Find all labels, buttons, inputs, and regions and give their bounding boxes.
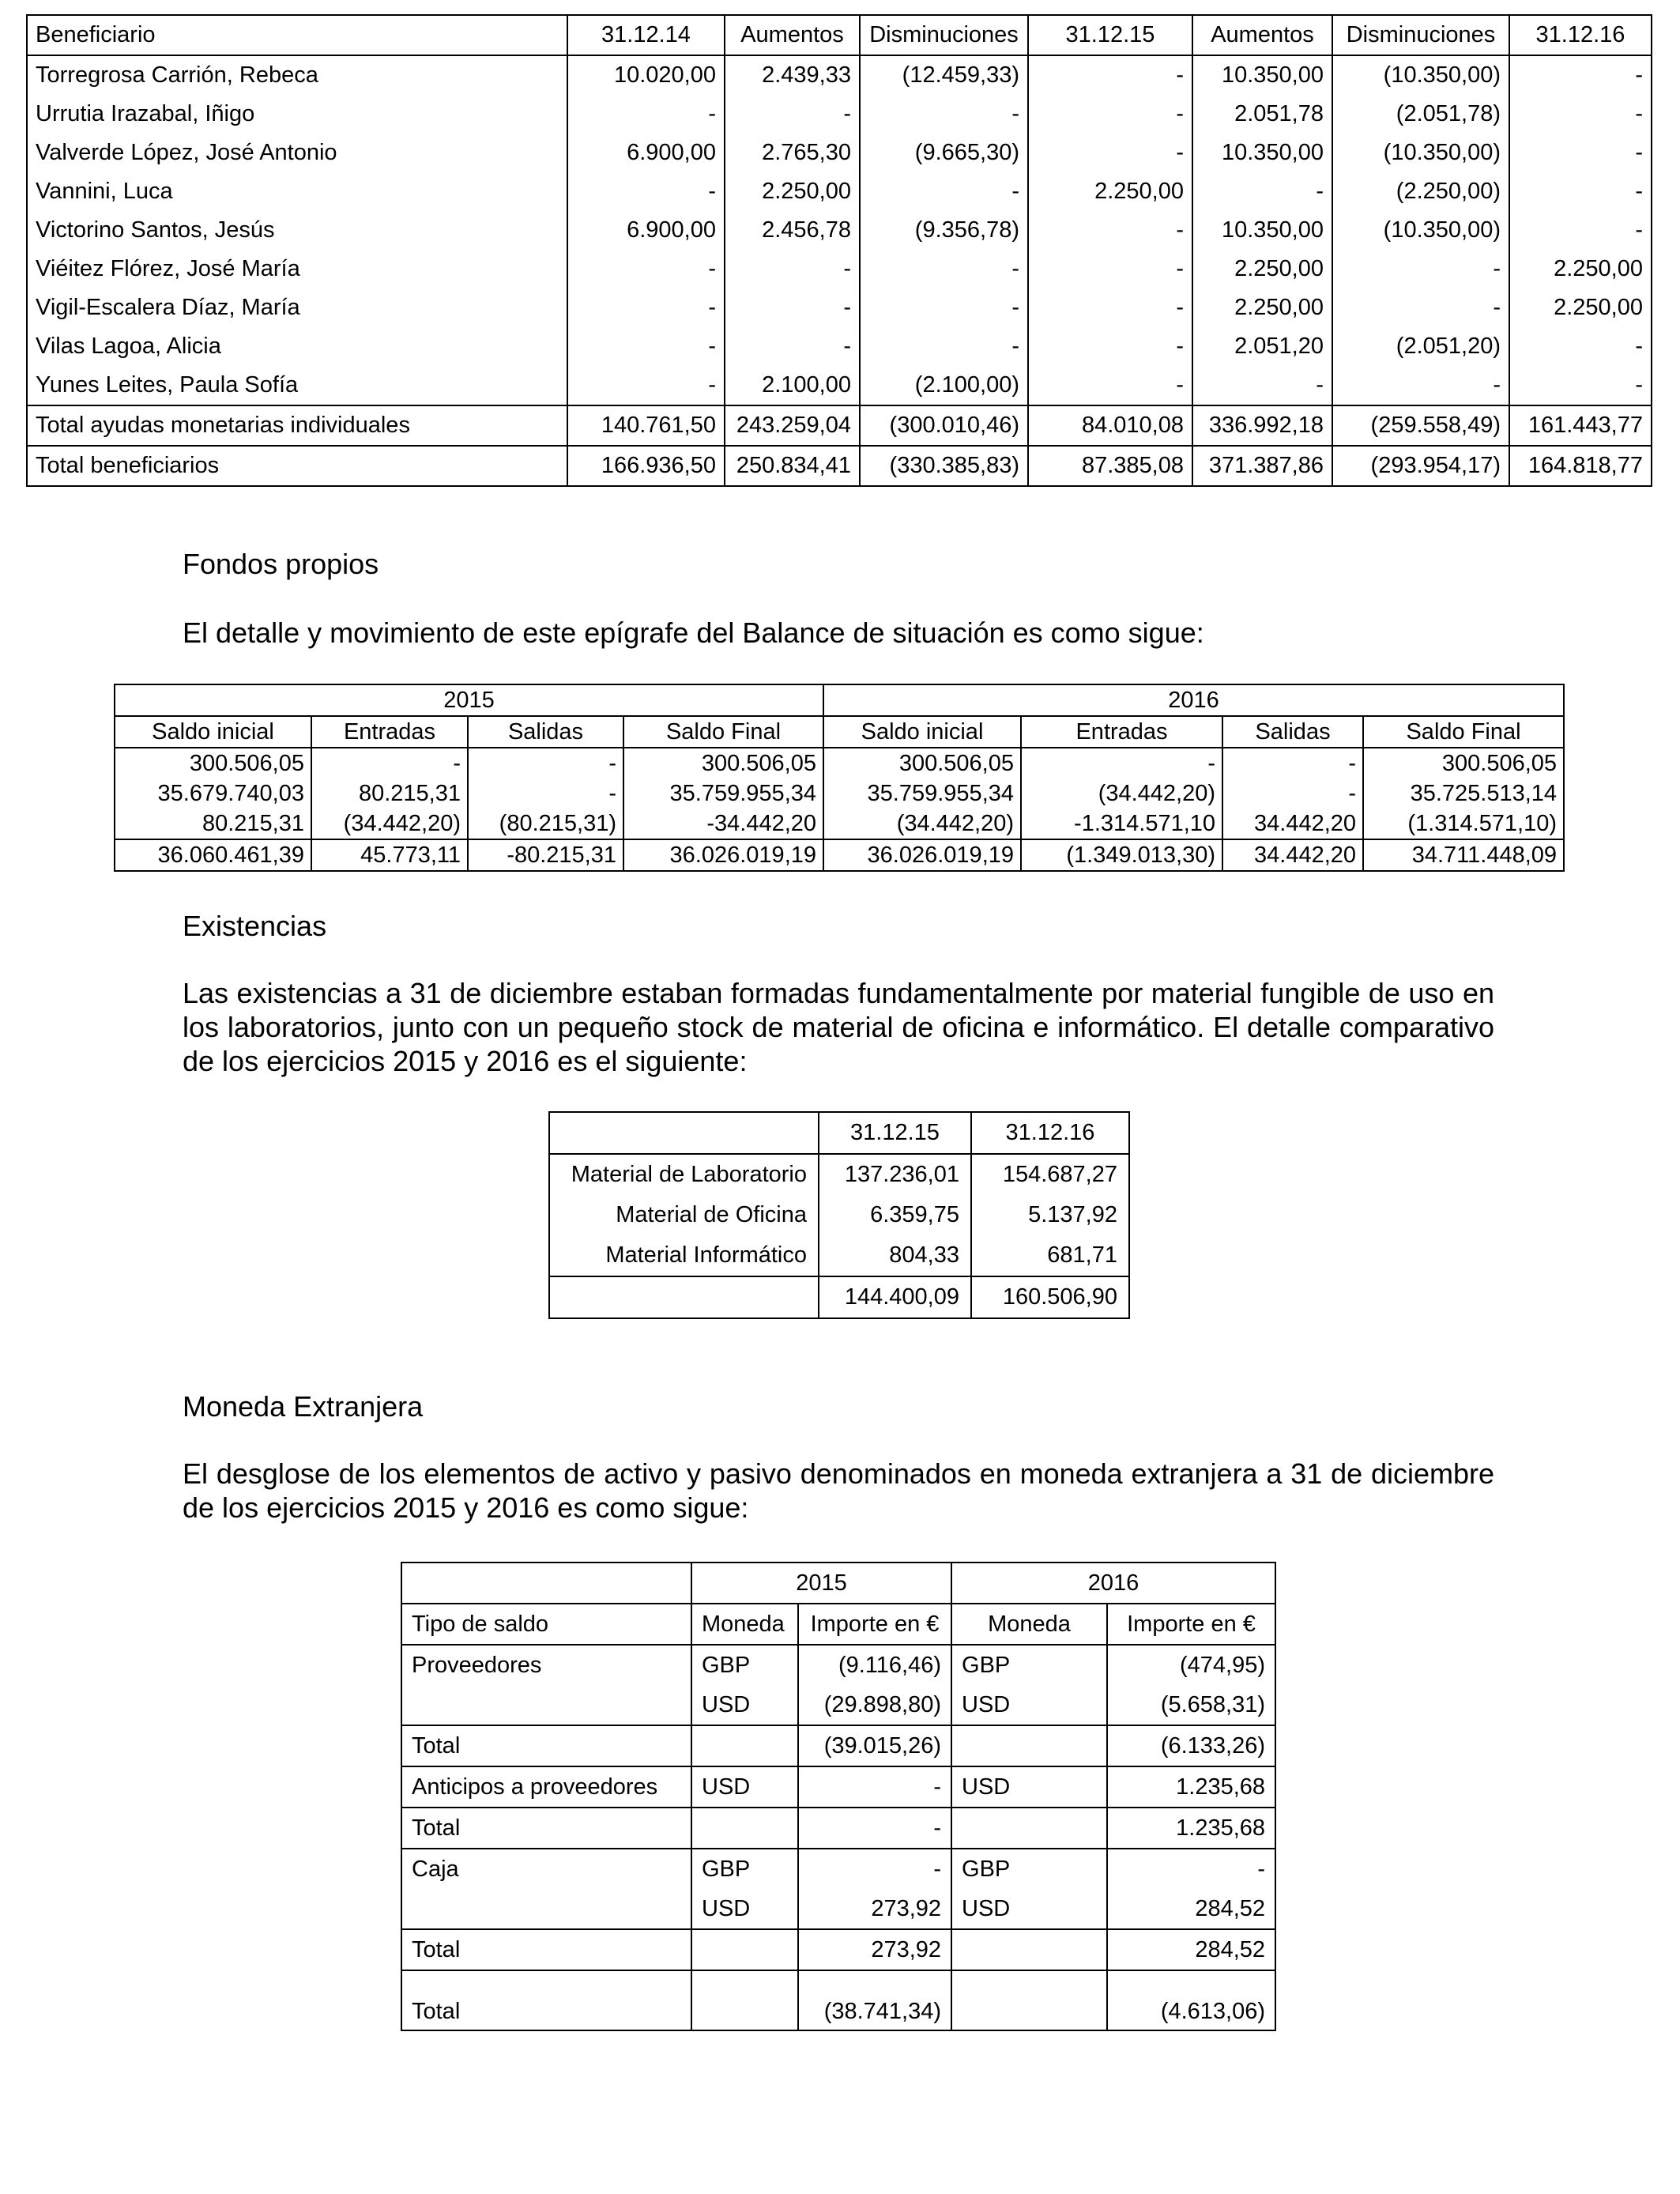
amount-cell: 2.250,00 — [1028, 172, 1192, 211]
column-header: Salidas — [468, 716, 623, 748]
column-header: Beneficiario — [27, 15, 567, 55]
table-row — [115, 748, 1564, 778]
balance-type: Total — [401, 1725, 691, 1766]
currency-cell: USD — [951, 1889, 1107, 1929]
material-label: Material Informático — [549, 1235, 819, 1276]
amount-cell: 1.235,68 — [1107, 1808, 1275, 1849]
currency-cell — [951, 1808, 1107, 1849]
amount-cell: (2.051,20) — [1332, 327, 1509, 366]
currency-cell: USD — [691, 1766, 798, 1808]
beneficiary-name: Torregrosa Carrión, Rebeca — [27, 55, 567, 95]
currency-cell — [951, 1725, 1107, 1766]
amount-cell: 35.725.513,14 — [1363, 778, 1564, 809]
currency-cell — [691, 1808, 798, 1849]
currency-cell: USD — [951, 1766, 1107, 1808]
amount-cell: (5.658,31) — [1107, 1685, 1275, 1725]
amount-cell: - — [1509, 172, 1652, 211]
amount-cell: (80.215,31) — [468, 809, 623, 839]
beneficiaries-body — [27, 15, 1652, 486]
table-row — [27, 288, 1652, 327]
amount-cell: 284,52 — [1107, 1889, 1275, 1929]
total-amount: (293.954,17) — [1332, 446, 1509, 486]
amount-cell: - — [798, 1808, 951, 1849]
beneficiaries-table — [26, 14, 1652, 487]
amount-cell: - — [1028, 95, 1192, 134]
amount-cell: (2.250,00) — [1332, 172, 1509, 211]
amount-cell: - — [725, 95, 860, 134]
total-amount: 336.992,18 — [1192, 405, 1332, 446]
amount-cell: - — [725, 288, 860, 327]
balance-type: Total — [401, 1929, 691, 1970]
total-row — [549, 1276, 1129, 1318]
total-label: Total ayudas monetarias individuales — [27, 405, 567, 446]
table-row — [549, 1195, 1129, 1235]
fondos-body — [115, 684, 1564, 871]
currency-cell — [951, 1970, 1107, 2030]
total-label: Total beneficiarios — [27, 446, 567, 486]
amount-cell: - — [567, 95, 725, 134]
amount-cell: 5.137,92 — [971, 1195, 1129, 1235]
column-header: Saldo inicial — [823, 716, 1021, 748]
amount-cell: - — [1192, 366, 1332, 405]
column-header — [549, 1112, 819, 1154]
total-amount: 36.026.019,19 — [623, 839, 823, 871]
year-header: 2016 — [951, 1563, 1275, 1604]
amount-cell: (9.356,78) — [860, 211, 1028, 250]
amount-cell: 2.439,33 — [725, 55, 860, 95]
beneficiary-name: Valverde López, José Antonio — [27, 134, 567, 172]
total-amount: 45.773,11 — [311, 839, 468, 871]
amount-cell: 2.051,20 — [1192, 327, 1332, 366]
year-header: 2015 — [115, 684, 823, 716]
year-header-row — [115, 684, 1564, 716]
balance-type: Caja — [401, 1849, 691, 1889]
existencias-heading: Existencias — [183, 910, 327, 942]
amount-cell: - — [1028, 366, 1192, 405]
amount-cell: 6.359,75 — [819, 1195, 971, 1235]
table-row — [27, 211, 1652, 250]
moneda-intro: El desglose de los elementos de activo y pasivo denominados en moneda extranjera a 31 de diciembre de los ejercicios 2015 y 2016 es como sigue: — [183, 1457, 1494, 1524]
currency-cell: GBP — [691, 1645, 798, 1685]
amount-cell: 2.250,00 — [1192, 250, 1332, 288]
amount-cell: (474,95) — [1107, 1645, 1275, 1685]
column-header: 31.12.14 — [567, 15, 725, 55]
beneficiary-name: Yunes Leites, Paula Sofía — [27, 366, 567, 405]
amount-cell: - — [1509, 211, 1652, 250]
currency-cell: USD — [951, 1685, 1107, 1725]
amount-cell: - — [567, 366, 725, 405]
amount-cell: (34.442,20) — [311, 809, 468, 839]
currency-cell — [691, 1929, 798, 1970]
amount-cell: 10.350,00 — [1192, 211, 1332, 250]
total-amount: 161.443,77 — [1509, 405, 1652, 446]
amount-cell: - — [567, 288, 725, 327]
column-header: Entradas — [1021, 716, 1222, 748]
beneficiary-name: Victorino Santos, Jesús — [27, 211, 567, 250]
currency-cell: GBP — [691, 1849, 798, 1889]
moneda-heading: Moneda Extranjera — [183, 1390, 424, 1423]
currency-cell: GBP — [951, 1849, 1107, 1889]
amount-cell: - — [860, 95, 1028, 134]
beneficiary-name: Viéitez Flórez, José María — [27, 250, 567, 288]
amount-cell: - — [1028, 327, 1192, 366]
amount-cell: 2.250,00 — [1509, 288, 1652, 327]
table-row — [401, 1929, 1275, 1970]
amount-cell: - — [1332, 288, 1509, 327]
currency-cell: GBP — [951, 1645, 1107, 1685]
header-row — [27, 15, 1652, 55]
column-header: Importe en € — [798, 1604, 951, 1645]
amount-cell: 2.456,78 — [725, 211, 860, 250]
balance-type: Proveedores — [401, 1645, 691, 1685]
total-amount: (330.385,83) — [860, 446, 1028, 486]
table-row — [27, 95, 1652, 134]
amount-cell: (2.051,78) — [1332, 95, 1509, 134]
column-header: Saldo Final — [1363, 716, 1564, 748]
table-row — [401, 1645, 1275, 1685]
header-row — [401, 1604, 1275, 1645]
amount-cell: - — [1332, 366, 1509, 405]
beneficiary-name: Vilas Lagoa, Alicia — [27, 327, 567, 366]
amount-cell: 300.506,05 — [823, 748, 1021, 778]
column-header: Aumentos — [725, 15, 860, 55]
total-row — [27, 405, 1652, 446]
column-header: Moneda — [691, 1604, 798, 1645]
amount-cell: 300.506,05 — [623, 748, 823, 778]
table-row — [27, 327, 1652, 366]
year-header: 2015 — [691, 1563, 951, 1604]
amount-cell: (10.350,00) — [1332, 55, 1509, 95]
amount-cell: - — [798, 1766, 951, 1808]
table-row — [401, 1766, 1275, 1808]
total-amount: 166.936,50 — [567, 446, 725, 486]
table-row — [115, 778, 1564, 809]
balance-type: Total — [401, 1970, 691, 2030]
balance-type: Total — [401, 1808, 691, 1849]
amount-cell: - — [860, 288, 1028, 327]
amount-cell: (10.350,00) — [1332, 211, 1509, 250]
amount-cell: -1.314.571,10 — [1021, 809, 1222, 839]
amount-cell: 284,52 — [1107, 1929, 1275, 1970]
amount-cell: - — [1509, 55, 1652, 95]
balance-type — [401, 1889, 691, 1929]
total-amount: 36.060.461,39 — [115, 839, 311, 871]
header-row — [549, 1112, 1129, 1154]
amount-cell: (6.133,26) — [1107, 1725, 1275, 1766]
amount-cell: 300.506,05 — [1363, 748, 1564, 778]
amount-cell: - — [860, 250, 1028, 288]
column-header: 31.12.16 — [971, 1112, 1129, 1154]
table-row — [401, 1808, 1275, 1849]
column-header: Salidas — [1222, 716, 1363, 748]
column-header: 31.12.15 — [819, 1112, 971, 1154]
amount-cell: 273,92 — [798, 1929, 951, 1970]
column-header: Importe en € — [1107, 1604, 1275, 1645]
amount-cell: (10.350,00) — [1332, 134, 1509, 172]
amount-cell: - — [1028, 250, 1192, 288]
amount-cell: 2.765,30 — [725, 134, 860, 172]
fondos-table — [114, 684, 1565, 872]
table-row — [401, 1725, 1275, 1766]
amount-cell: 273,92 — [798, 1889, 951, 1929]
amount-cell: - — [798, 1849, 951, 1889]
table-row — [401, 1685, 1275, 1725]
table-row — [549, 1235, 1129, 1276]
beneficiary-name: Vannini, Luca — [27, 172, 567, 211]
amount-cell: 10.020,00 — [567, 55, 725, 95]
amount-cell: - — [1509, 366, 1652, 405]
currency-cell: USD — [691, 1889, 798, 1929]
amount-cell: - — [725, 250, 860, 288]
amount-cell: - — [311, 748, 468, 778]
amount-cell: 35.759.955,34 — [623, 778, 823, 809]
amount-cell: 681,71 — [971, 1235, 1129, 1276]
currency-cell — [691, 1970, 798, 2030]
total-row — [115, 839, 1564, 871]
balance-type: Anticipos a proveedores — [401, 1766, 691, 1808]
moneda-table — [401, 1562, 1276, 2031]
total-amount: 371.387,86 — [1192, 446, 1332, 486]
amount-cell: 6.900,00 — [567, 134, 725, 172]
amount-cell: - — [1107, 1849, 1275, 1889]
total-amount: (259.558,49) — [1332, 405, 1509, 446]
beneficiary-name: Vigil-Escalera Díaz, María — [27, 288, 567, 327]
amount-cell: (34.442,20) — [1021, 778, 1222, 809]
fondos-intro: El detalle y movimiento de este epígrafe del Balance de situación es como sigue: — [183, 616, 1204, 649]
table-row — [27, 134, 1652, 172]
table-row — [27, 55, 1652, 95]
total-amount: 160.506,90 — [971, 1276, 1129, 1318]
amount-cell: - — [860, 172, 1028, 211]
amount-cell: - — [1192, 172, 1332, 211]
currency-cell — [951, 1929, 1107, 1970]
total-amount: 164.818,77 — [1509, 446, 1652, 486]
amount-cell: - — [1028, 288, 1192, 327]
existencias-intro: Las existencias a 31 de diciembre estaban formadas fundamentalmente por material fungible de uso en los laboratorios, junto con un pequeño stock de material de oficina e informático. El detalle comparativo de los ejercicios 2015 y 2016 es el siguiente: — [183, 977, 1494, 1077]
material-label: Material de Laboratorio — [549, 1154, 819, 1195]
column-header: Moneda — [951, 1604, 1107, 1645]
amount-cell: 2.250,00 — [1509, 250, 1652, 288]
amount-cell: - — [1509, 134, 1652, 172]
amount-cell: (4.613,06) — [1107, 1970, 1275, 2030]
currency-cell — [691, 1725, 798, 1766]
amount-cell: - — [1222, 778, 1363, 809]
total-amount: 87.385,08 — [1028, 446, 1192, 486]
amount-cell: 2.100,00 — [725, 366, 860, 405]
amount-cell: - — [860, 327, 1028, 366]
amount-cell: 1.235,68 — [1107, 1766, 1275, 1808]
total-amount: 84.010,08 — [1028, 405, 1192, 446]
total-amount — [549, 1276, 819, 1318]
amount-cell: - — [1332, 250, 1509, 288]
total-amount: (300.010,46) — [860, 405, 1028, 446]
amount-cell: 804,33 — [819, 1235, 971, 1276]
column-header: Entradas — [311, 716, 468, 748]
column-header: Tipo de saldo — [401, 1604, 691, 1645]
amount-cell: 300.506,05 — [115, 748, 311, 778]
empty-cell — [401, 1563, 691, 1604]
amount-cell: 80.215,31 — [311, 778, 468, 809]
amount-cell: 154.687,27 — [971, 1154, 1129, 1195]
amount-cell: (29.898,80) — [798, 1685, 951, 1725]
amount-cell: (38.741,34) — [798, 1970, 951, 2030]
amount-cell: 6.900,00 — [567, 211, 725, 250]
amount-cell: - — [1222, 748, 1363, 778]
table-row — [27, 250, 1652, 288]
table-row — [115, 809, 1564, 839]
amount-cell: 10.350,00 — [1192, 134, 1332, 172]
fondos-heading: Fondos propios — [183, 548, 379, 580]
material-label: Material de Oficina — [549, 1195, 819, 1235]
amount-cell: - — [468, 778, 623, 809]
column-header: 31.12.16 — [1509, 15, 1652, 55]
table-row — [401, 1970, 1275, 2030]
column-header: Saldo Final — [623, 716, 823, 748]
column-header: Disminuciones — [860, 15, 1028, 55]
total-amount: 36.026.019,19 — [823, 839, 1021, 871]
balance-type — [401, 1685, 691, 1725]
amount-cell: - — [1028, 211, 1192, 250]
amount-cell: - — [567, 250, 725, 288]
table-row — [27, 366, 1652, 405]
column-header: Disminuciones — [1332, 15, 1509, 55]
total-row — [27, 446, 1652, 486]
amount-cell: 2.051,78 — [1192, 95, 1332, 134]
year-header-row — [401, 1563, 1275, 1604]
amount-cell: -34.442,20 — [623, 809, 823, 839]
amount-cell: - — [1028, 134, 1192, 172]
amount-cell: - — [1028, 55, 1192, 95]
total-amount: -80.215,31 — [468, 839, 623, 871]
column-header: Saldo inicial — [115, 716, 311, 748]
amount-cell: - — [725, 327, 860, 366]
amount-cell: 34.442,20 — [1222, 809, 1363, 839]
total-amount: 34.711.448,09 — [1363, 839, 1564, 871]
amount-cell: 80.215,31 — [115, 809, 311, 839]
total-amount: 250.834,41 — [725, 446, 860, 486]
amount-cell: (34.442,20) — [823, 809, 1021, 839]
amount-cell: (9.116,46) — [798, 1645, 951, 1685]
amount-cell: 2.250,00 — [725, 172, 860, 211]
total-amount: 34.442,20 — [1222, 839, 1363, 871]
amount-cell: (9.665,30) — [860, 134, 1028, 172]
table-row — [549, 1154, 1129, 1195]
column-header: 31.12.15 — [1028, 15, 1192, 55]
currency-cell: USD — [691, 1685, 798, 1725]
amount-cell: - — [468, 748, 623, 778]
existencias-table — [548, 1111, 1130, 1319]
table-row — [401, 1849, 1275, 1889]
amount-cell: (2.100,00) — [860, 366, 1028, 405]
table-row — [401, 1889, 1275, 1929]
moneda-body — [401, 1563, 1275, 2030]
total-amount: 243.259,04 — [725, 405, 860, 446]
column-header: Aumentos — [1192, 15, 1332, 55]
total-amount: 140.761,50 — [567, 405, 725, 446]
amount-cell: (12.459,33) — [860, 55, 1028, 95]
amount-cell: 137.236,01 — [819, 1154, 971, 1195]
beneficiary-name: Urrutia Irazabal, Iñigo — [27, 95, 567, 134]
header-row — [115, 716, 1564, 748]
amount-cell: (39.015,26) — [798, 1725, 951, 1766]
year-header: 2016 — [823, 684, 1564, 716]
amount-cell: (1.314.571,10) — [1363, 809, 1564, 839]
amount-cell: - — [567, 327, 725, 366]
amount-cell: 10.350,00 — [1192, 55, 1332, 95]
amount-cell: - — [1021, 748, 1222, 778]
existencias-body — [549, 1112, 1129, 1318]
total-amount: (1.349.013,30) — [1021, 839, 1222, 871]
total-amount: 144.400,09 — [819, 1276, 971, 1318]
amount-cell: - — [1509, 327, 1652, 366]
table-row — [27, 172, 1652, 211]
amount-cell: 2.250,00 — [1192, 288, 1332, 327]
amount-cell: - — [1509, 95, 1652, 134]
amount-cell: 35.759.955,34 — [823, 778, 1021, 809]
amount-cell: 35.679.740,03 — [115, 778, 311, 809]
amount-cell: - — [567, 172, 725, 211]
